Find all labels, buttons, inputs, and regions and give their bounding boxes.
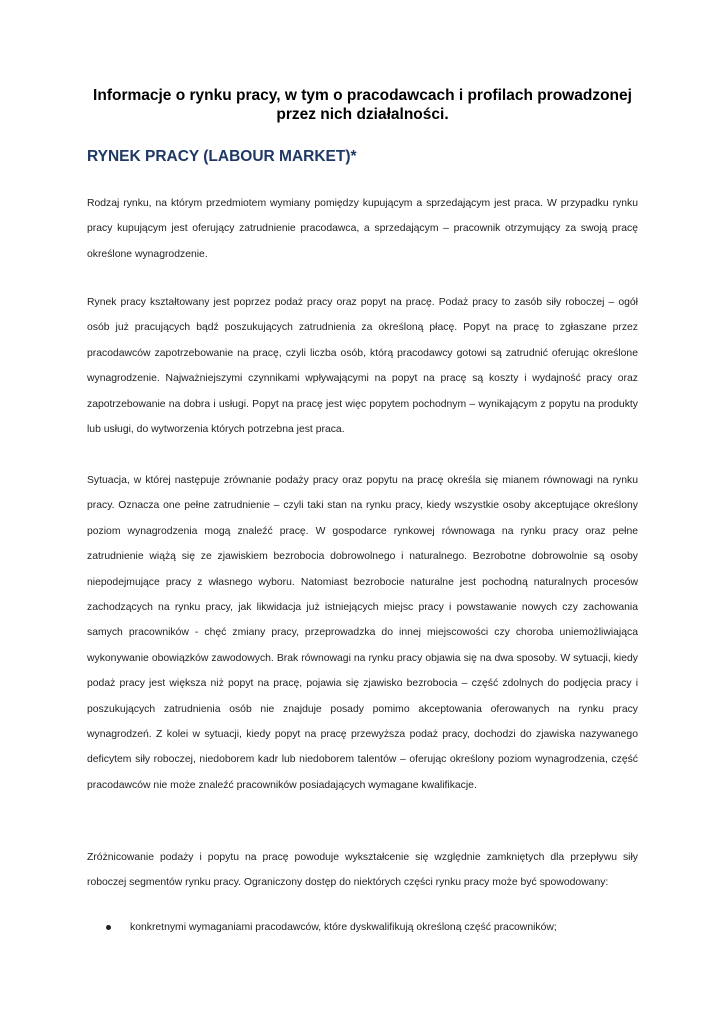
document-title: Informacje o rynku pracy, w tym o pracodawcach i profilach prowadzonej przez nich działalności. [93,87,632,123]
paragraph-supply-demand: Rynek pracy kształtowany jest poprzez podaż pracy oraz popyt na pracę. Podaż pracy to zasób siły roboczej – ogół osób już pracujących bądź poszukujących zatrudnienia za określoną płacę. Popyt na pracę to zgłaszane przez pracodawców zapotrzebowanie na pracę, czyli liczba osób, którą pracodawcy gotowi są zatrudnić oferując określone wynagrodzenie. Najważniejszymi czynnikami wpływającymi na popyt na pracę są koszty i wydajność pracy oraz zapotrzebowanie na dobra i usługi. Popyt na pracę jest więc popytem pochodnym – wynikającym z popytu na produkty lub usługi, do wytworzenia których potrzebna jest praca. [87,297,638,436]
list-item [87,915,638,940]
section-heading: RYNEK PRACY (LABOUR MARKET)* [87,148,357,165]
paragraph-equilibrium: Sytuacja, w której następuje zrównanie podaży pracy oraz popytu na pracę określa się mianem równowagi na rynku pracy. Oznacza one pełne zatrudnienie – czyli taki stan na rynku pracy, kiedy wszystkie osoby akceptujące określony poziom wynagrodzenia mogą znaleźć pracę. W gospodarce rynkowej równowaga na rynku pracy oraz pełne zatrudnienie wiążą się ze zjawiskiem bezrobocia dobrowolnego i naturalnego. Bezrobotne dobrowolnie są osoby niepodejmujące pracy z własnego wyboru. Natomiast bezrobocie naturalne jest pochodną naturalnych procesów zachodzących na rynku pracy, jak likwidacja już istniejących miejsc pracy i powstawanie nowych czy zachowania samych pracowników - chęć zmiany pracy, przeprowadzka do innej miejscowości czy choroba uniemożliwiająca wykonywanie obowiązków zawodowych. Brak równowagi na rynku pracy objawia się na dwa sposoby. W sytuacji, kiedy podaż pracy jest większa niż popyt na pracę, pojawia się zjawisko bezrobocia – część zdolnych do podjęcia pracy i poszukujących zatrudnienia osób nie znajduje posady pomimo akceptowania oferowanych na rynku pracy wynagrodzeń. Z kolei w sytuacji, kiedy popyt na pracę przewyższa podaż pracy, dochodzi do zjawiska nazywanego deficytem siły roboczej, niedoborem kadr lub niedoborem talentów – oferując określony poziom wynagrodzenia, część pracodawców nie może znaleźć pracowników posiadających wymagane kwalifikacje. [87,475,638,791]
bullet-icon [106,925,111,930]
list-item-text: konkretnymi wymaganiami pracodawców, które dyskwalifikują określoną część pracowników; [130,922,557,933]
paragraph-definition: Rodzaj rynku, na którym przedmiotem wymiany pomiędzy kupującym a sprzedającym jest praca. W przypadku rynku pracy kupującym jest oferujący zatrudnienie pracodawca, a sprzedającym – pracownik otrzymujący za swoją pracę określone wynagrodzenie. [87,198,638,260]
paragraph-segmentation: Zróżnicowanie podaży i popytu na pracę powoduje wykształcenie się względnie zamkniętych dla przepływu siły roboczej segmentów rynku pracy. Ograniczony dostęp do niektórych części rynku pracy może być spowodowany: [87,852,638,889]
bullet-list [87,915,638,940]
